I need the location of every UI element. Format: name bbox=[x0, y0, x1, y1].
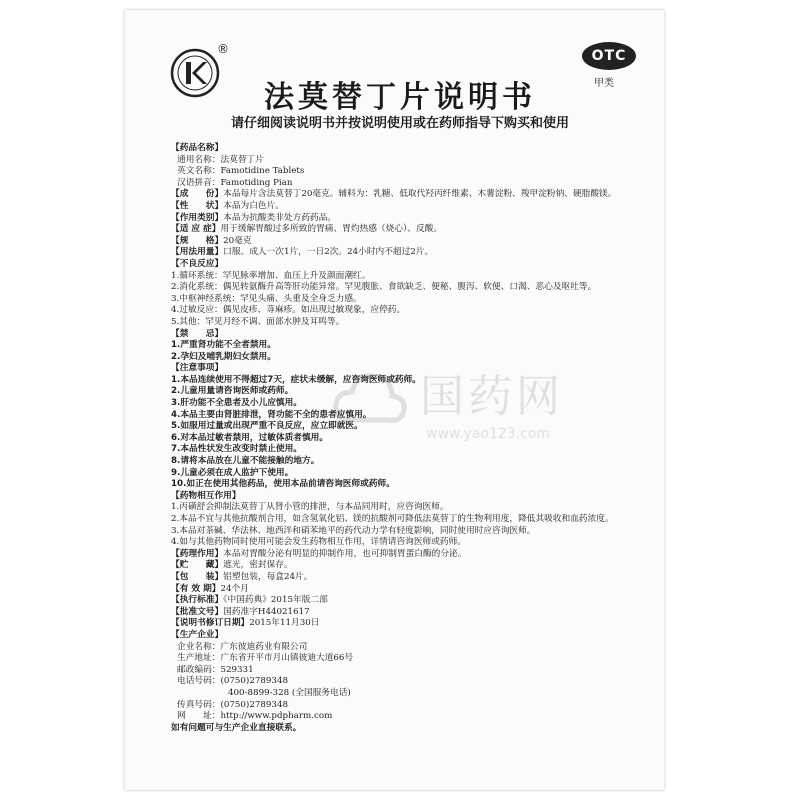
page-subtitle: 请仔细阅读说明书并按说明使用或在药师指导下购买和使用 bbox=[230, 116, 569, 131]
list-item: 4.如与其他药物同时使用可能会发生药物相互作用，详情请咨询医师或药师。 bbox=[171, 537, 466, 548]
list-item: 10.如正在使用其他药品，使用本品前请咨询医师或药师。 bbox=[171, 479, 395, 490]
list-item: 8.请将本品放在儿童不能接触的地方。 bbox=[171, 456, 320, 467]
leaflet-body bbox=[171, 143, 643, 734]
registered-mark: ® bbox=[217, 42, 229, 56]
list-item: 2.消化系统：偶见转氨酶升高等肝功能异常。罕见腹胀、食欲缺乏、便秘、腹泻、软便、口渴、恶心及呕吐等。 bbox=[171, 282, 597, 293]
common-name: 通用名称：法莫替丁片 bbox=[177, 154, 264, 165]
list-item: 1.丙磺舒会抑制法莫替丁从肾小管的排泄，与本品同用时，应咨询医师。 bbox=[171, 502, 449, 513]
list-item: 4.过敏反应：偶见皮疹、荨麻疹。如出现过敏现象，应停药。 bbox=[171, 305, 406, 316]
list-item: 7.本品性状发生改变时禁止使用。 bbox=[171, 444, 302, 455]
section-label-adverse: 【不良反应】 bbox=[171, 258, 224, 269]
list-item: 2.本品不宜与其他抗酸剂合用，如含氢氧化铝、镁的抗酸剂可降低法莫替丁的生物利用度，降低其吸收和血药浓度。 bbox=[171, 514, 614, 524]
manufacturer-fax: 传真号码：(0750)2789348 bbox=[177, 699, 289, 710]
english-name: 英文名称：Famotidine Tablets bbox=[177, 166, 305, 177]
list-item: 3.肝功能不全患者及小儿应慎用。 bbox=[171, 398, 302, 409]
section-label-indications: 【适 应 症】 bbox=[171, 224, 221, 235]
section-label-revision: 【说明书修订日期】 bbox=[171, 618, 250, 629]
section-label-pharmacology: 【药理作用】 bbox=[171, 548, 224, 559]
manufacturer-phone: 电话号码：(0750)2789348 bbox=[177, 676, 289, 687]
validity-text: 24个月 bbox=[220, 583, 249, 594]
section-label-interactions: 【药物相互作用】 bbox=[171, 490, 241, 501]
section-label-package: 【包 装】 bbox=[171, 571, 224, 582]
otc-badge: OTC bbox=[582, 42, 636, 70]
manufacturer-name: 企业名称：广东彼迪药业有限公司 bbox=[177, 641, 308, 652]
list-item: 9.儿童必须在成人监护下使用。 bbox=[171, 467, 294, 478]
footer-note: 如有问题可与生产企业直接联系。 bbox=[171, 722, 302, 733]
list-item: 2.孕妇及哺乳期妇女禁用。 bbox=[171, 351, 276, 362]
list-item: 5.如服用过量或出现严重不良反应，应立即就医。 bbox=[171, 421, 363, 432]
section-label-precautions: 【注意事项】 bbox=[171, 363, 224, 374]
spec-text: 20毫克 bbox=[223, 235, 252, 246]
list-item: 1.严重肾功能不全者禁用。 bbox=[171, 340, 276, 351]
section-label-standard: 【执行标准】 bbox=[171, 595, 224, 606]
section-label-dosage: 【用法用量】 bbox=[171, 247, 224, 258]
composition-text: 本品每片含法莫替丁20毫克。辅料为：乳糖、低取代羟丙纤维素、木薯淀粉、羧甲淀粉钠、硬脂酸镁。 bbox=[223, 189, 617, 200]
package-text: 铝塑包装，每盒24片。 bbox=[223, 571, 313, 582]
list-item: 4.本品主要由肾脏排泄，肾功能不全的患者应慎用。 bbox=[171, 409, 372, 420]
list-item: 5.其他：罕见月经不调、面部水肿及耳鸣等。 bbox=[171, 316, 345, 327]
list-item: 3.本品对茶碱、华法林、地西泮和硝苯地平的药代动力学有轻度影响，同时使用时应咨询医师。 bbox=[171, 525, 536, 536]
standard-text: 《中国药典》2015年版二部 bbox=[223, 595, 328, 606]
section-label-storage: 【贮 藏】 bbox=[171, 560, 224, 571]
manufacturer-website: 网 址：http://www.pdpharm.com bbox=[177, 711, 333, 722]
section-label-validity: 【有 效 期】 bbox=[171, 583, 221, 594]
manufacturer-postcode: 邮政编码：529331 bbox=[177, 664, 254, 675]
section-label-manufacturer: 【生产企业】 bbox=[171, 629, 224, 640]
section-label-spec: 【规 格】 bbox=[171, 235, 224, 246]
section-label-composition: 【成 份】 bbox=[171, 189, 224, 200]
list-item: 3.中枢神经系统：罕见头痛、头重及全身乏力感。 bbox=[171, 293, 362, 304]
appearance-text: 本品为白色片。 bbox=[223, 200, 284, 211]
section-label-category: 【作用类别】 bbox=[171, 212, 224, 223]
manufacturer-phone-service: 400-8899-328 (全国服务电话) bbox=[228, 687, 351, 698]
list-item: 2.儿童用量请咨询医师或药师。 bbox=[171, 386, 294, 397]
section-label-contraindications: 【禁 忌】 bbox=[171, 328, 224, 339]
otc-class-label: 甲类 bbox=[594, 78, 614, 89]
pharmacology-text: 本品对胃酸分泌有明显的抑制作用，也可抑制胃蛋白酶的分泌。 bbox=[223, 548, 467, 559]
approval-text: 国药准字H44021617 bbox=[223, 606, 310, 617]
category-text: 本品为抗酸类非处方药药品。 bbox=[223, 212, 337, 223]
list-item: 1.循环系统：罕见脉率增加、血压上升及颜面潮红。 bbox=[171, 270, 371, 281]
section-label-approval: 【批准文号】 bbox=[171, 606, 224, 617]
dosage-text: 口服。成人一次1片，一日2次。24小时内不超过2片。 bbox=[223, 247, 434, 258]
revision-text: 2015年11月30日 bbox=[249, 618, 320, 629]
pinyin-name: 汉语拼音：Famotiding Pian bbox=[177, 177, 293, 188]
storage-text: 遮光，密封保存。 bbox=[223, 560, 293, 571]
page-title: 法莫替丁片说明书 bbox=[264, 80, 536, 115]
section-label-appearance: 【性 状】 bbox=[171, 200, 224, 211]
manufacturer-address: 生产地址：广东省开平市月山镇彼迪大道66号 bbox=[177, 653, 354, 664]
list-item: 1.本品连续使用不得超过7天，症状未缓解，应咨询医师或药师。 bbox=[171, 374, 421, 385]
indications-text: 用于缓解胃酸过多所致的胃痛、胃灼热感（烧心）、反酸。 bbox=[220, 224, 443, 235]
list-item: 6.对本品过敏者禁用，过敏体质者慎用。 bbox=[171, 432, 329, 443]
section-label-drug-name: 【药品名称】 bbox=[171, 143, 224, 153]
